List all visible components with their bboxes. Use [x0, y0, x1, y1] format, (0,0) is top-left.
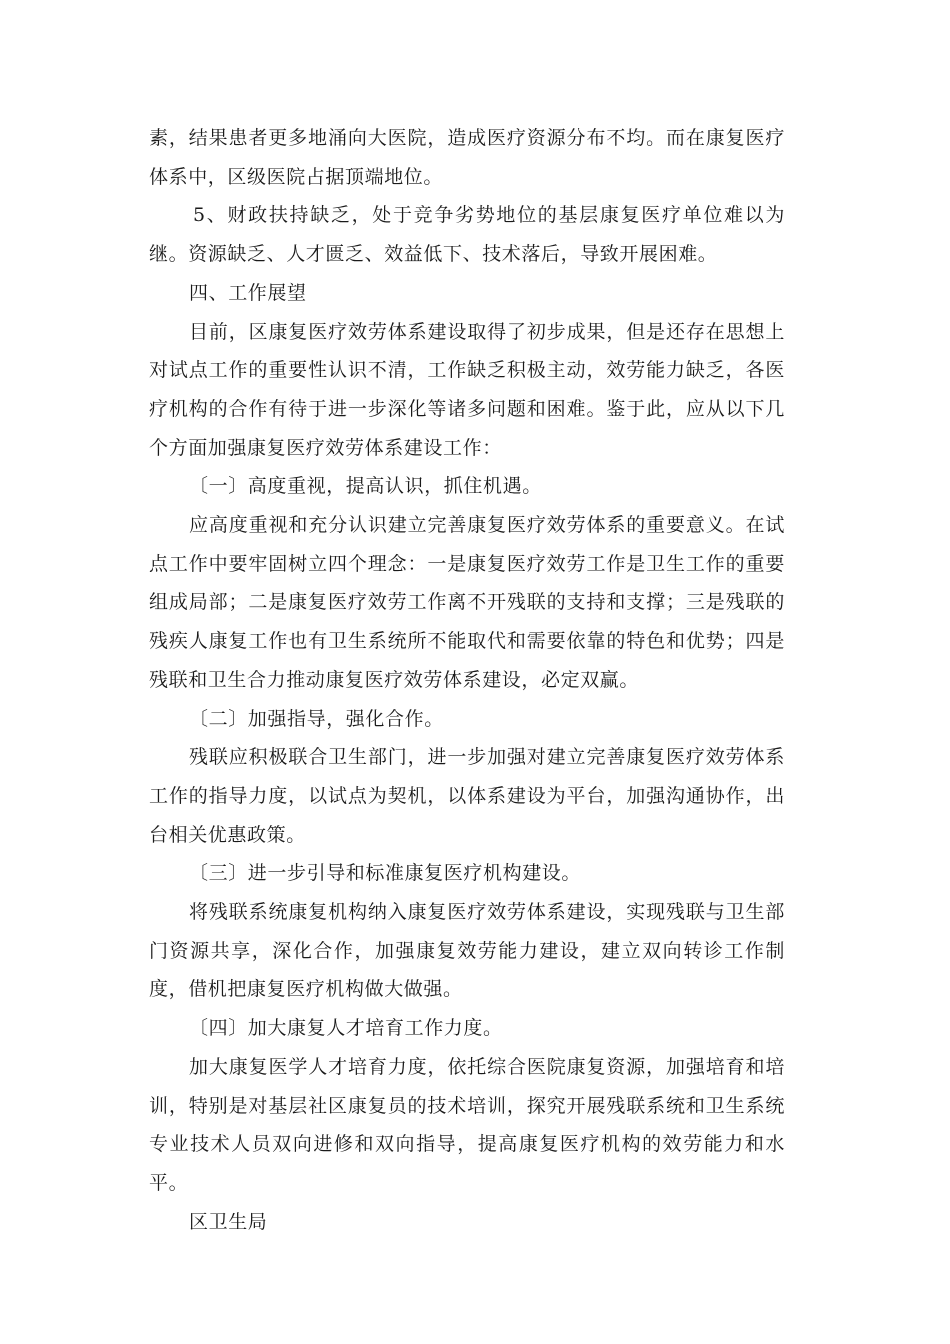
paragraph-subsection-4: 加大康复医学人才培育力度，依托综合医院康复资源，加强培育和培训，特别是对基层社区康复员的技术培训，探究开展残联系统和卫生系统专业技术人员双向进修和双向指导，提高康复医疗机构的效劳能力和水平。	[149, 1055, 785, 1194]
subheading-2: 〔二〕加强指导，强化合作。	[189, 707, 444, 730]
section-heading-outlook: 四、工作展望	[189, 281, 307, 304]
subheading-1: 〔一〕高度重视，提高认识，抓住机遇。	[189, 475, 542, 498]
document-body	[149, 119, 785, 1241]
paragraph-subsection-3: 将残联系统康复机构纳入康复医疗效劳体系建设，实现残联与卫生部门资源共享，深化合作，加强康复效劳能力建设，建立双向转诊工作制度，借机把康复医疗机构做大做强。	[149, 901, 785, 1001]
subheading-4: 〔四〕加大康复人才培育工作力度。	[189, 1017, 503, 1040]
paragraph-continuation: 素，结果患者更多地涌向大医院，造成医疗资源分布不均。而在康复医疗体系中，区级医院占据顶端地位。	[149, 127, 785, 188]
paragraph-subsection-2: 残联应积极联合卫生部门，进一步加强对建立完善康复医疗效劳体系工作的指导力度，以试点为契机，以体系建设为平台，加强沟通协作，出台相关优惠政策。	[149, 746, 785, 846]
paragraph-subsection-1: 应高度重视和充分认识建立完善康复医疗效劳体系的重要意义。在试点工作中要牢固树立四个理念：一是康复医疗效劳工作是卫生工作的重要组成局部；二是康复医疗效劳工作离不开残联的支持和支撑；三是残联的残疾人康复工作也有卫生系统所不能取代和需要依靠的特色和优势；四是残联和卫生合力推动康复医疗效劳体系建设，必定双赢。	[149, 514, 785, 691]
paragraph-item-5: 5、财政扶持缺乏，处于竞争劣势地位的基层康复医疗单位难以为继。资源缺乏、人才匮乏、效益低下、技术落后，导致开展困难。	[149, 204, 785, 266]
subheading-3: 〔三〕进一步引导和标准康复医疗机构建设。	[189, 862, 582, 885]
paragraph-outlook-intro: 目前，区康复医疗效劳体系建设取得了初步成果，但是还存在思想上对试点工作的重要性认识不清，工作缺乏积极主动，效劳能力缺乏，各医疗机构的合作有待于进一步深化等诸多问题和困难。鉴于此，应从以下几个方面加强康复医疗效劳体系建设工作：	[149, 320, 785, 459]
signature-issuer: 区卫生局	[189, 1210, 268, 1233]
